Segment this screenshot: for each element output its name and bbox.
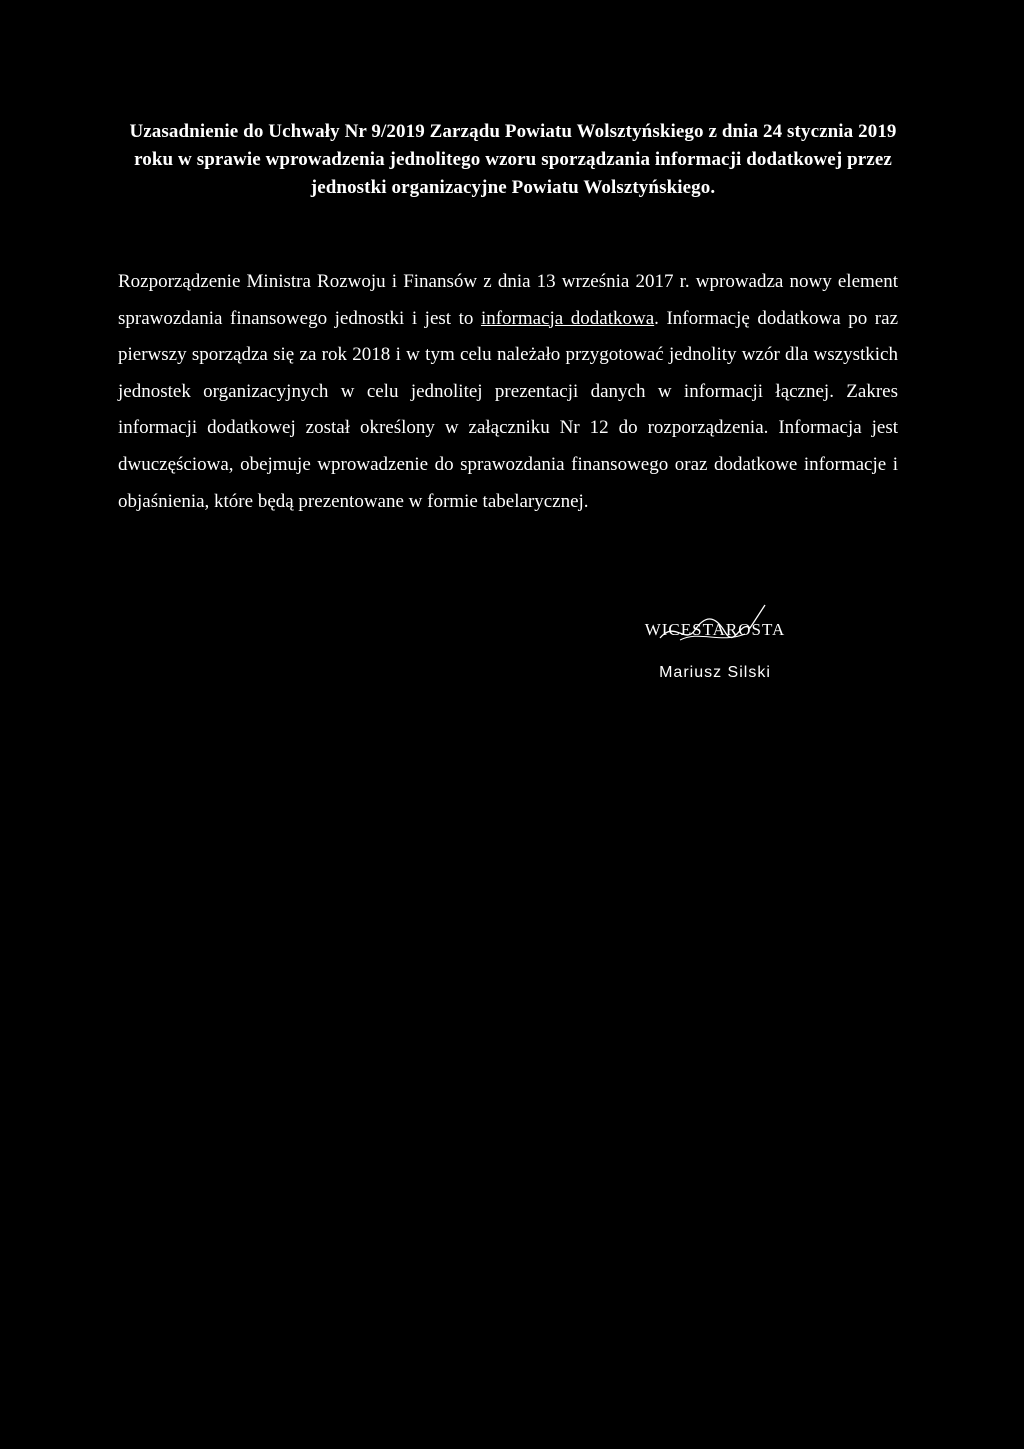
handwritten-signature bbox=[640, 600, 790, 650]
paragraph-text-start: Rozporządzenie Ministra Rozwoju i Finansów z dnia 13 września 2017 r. wprowadza nowy element sprawozdania finansowego jednostki i jest to bbox=[118, 271, 898, 329]
signature-role: WICESTAROSTA bbox=[644, 620, 786, 639]
paragraph-text-end: . Informację dodatkowa po raz pierwszy sporządza się za rok 2018 i w tym celu należało przygotować jednolity wzór dla wszystkich jednostek organizacyjnych w celu jednolitej prezentacji danych w informacji łącznej. Zakres informacji dodatkowej został określony w załączniku Nr 12 do rozporządzenia. Informacja jest dwuczęściowa, obejmuje wprowadzenie do sprawozdania finansowego oraz dodatkowe informacje i objaśnienia, które będą prezentowane w formie tabelarycznej. bbox=[118, 307, 898, 512]
underlined-term: informacja dodatkowa bbox=[480, 307, 655, 329]
signature-block bbox=[600, 600, 830, 700]
body-paragraph bbox=[118, 264, 898, 520]
document-title: Uzasadnienie do Uchwały Nr 9/2019 Zarządu Powiatu Wolsztyńskiego z dnia 24 stycznia 2019 roku w sprawie wprowadzenia jednolitego wzoru sporządzania informacji dodatkowej przez jednostki organizacyjne Powiatu Wolsztyńskiego. bbox=[129, 121, 897, 198]
signatory-name: Mariusz Silski bbox=[659, 664, 771, 681]
